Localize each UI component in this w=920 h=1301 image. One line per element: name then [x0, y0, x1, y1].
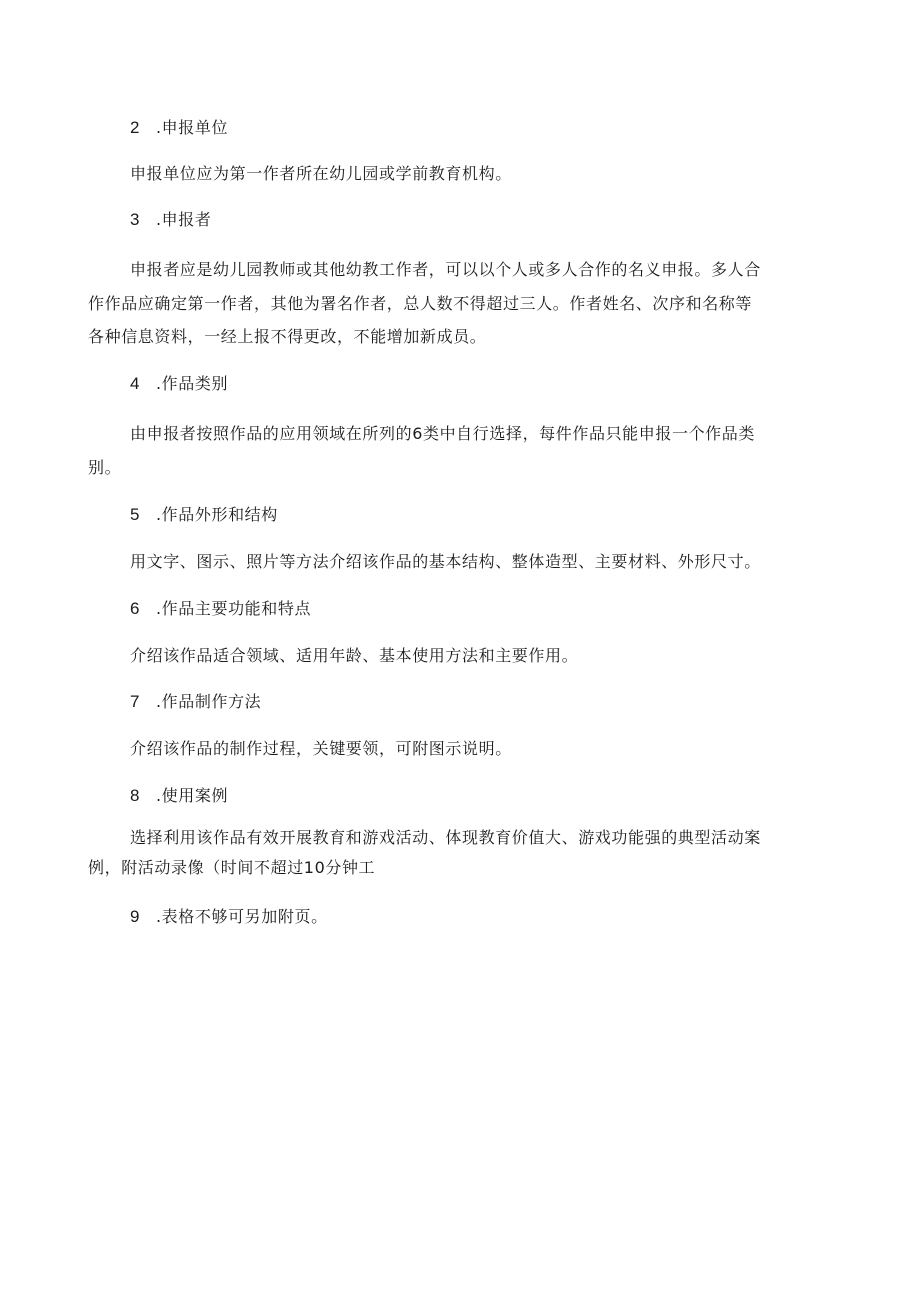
section-title: .申报单位: [156, 118, 229, 137]
paragraph-line: 申报者应是幼儿园教师或其他幼教工作者，可以以个人或多人合作的名义申报。多人合: [130, 260, 761, 279]
section-title: .表格不够可另加附页。: [156, 907, 328, 926]
section-title: .使用案例: [156, 786, 229, 805]
section-number: 9: [130, 907, 141, 926]
paragraph-line: 各种信息资料，一经上报不得更改，不能增加新成员。: [88, 327, 487, 346]
paragraph-line: 申报单位应为第一作者所在幼儿园或学前教育机构。: [130, 164, 512, 183]
section-number: 6: [130, 599, 141, 618]
section-title: .申报者: [156, 210, 212, 229]
section-heading-5: [130, 505, 278, 525]
paragraph-line: 用文字、图示、照片等方法介绍该作品的基本结构、整体造型、主要材料、外形尺寸。: [130, 552, 761, 571]
section-heading-3: [130, 210, 212, 230]
paragraph-line: 由申报者按照作品的应用领域在所列的6类中自行选择，每件作品只能申报一个作品类: [130, 424, 755, 443]
section-heading-8: [130, 786, 228, 806]
section-title: .作品类别: [156, 374, 229, 393]
paragraph-line: 选择利用该作品有效开展教育和游戏活动、体现教育价值大、游戏功能强的典型活动案: [130, 828, 761, 847]
paragraph-line: 介绍该作品适合领域、适用年龄、基本使用方法和主要作用。: [130, 646, 579, 665]
section-heading-4: [130, 374, 228, 394]
section-number: 4: [130, 374, 141, 393]
paragraph-line: 作作品应确定第一作者，其他为署名作者，总人数不得超过三人。作者姓名、次序和名称等: [88, 294, 753, 313]
section-title: .作品制作方法: [156, 692, 262, 711]
section-number: 8: [130, 786, 141, 805]
section-heading-2: [130, 118, 228, 138]
section-number: 5: [130, 505, 141, 524]
section-heading-6: [130, 599, 311, 619]
section-title: .作品主要功能和特点: [156, 599, 312, 618]
section-number: 7: [130, 692, 141, 711]
paragraph-line: 别。: [88, 458, 122, 477]
section-title: .作品外形和结构: [156, 505, 278, 524]
section-heading-7: [130, 692, 261, 712]
paragraph-line: 介绍该作品的制作过程，关键要领，可附图示说明。: [130, 739, 512, 758]
section-heading-9: [130, 907, 328, 927]
paragraph-line: 例，附活动录像（时间不超过10分钟工: [88, 858, 376, 877]
section-number: 2: [130, 118, 141, 137]
section-number: 3: [130, 210, 141, 229]
